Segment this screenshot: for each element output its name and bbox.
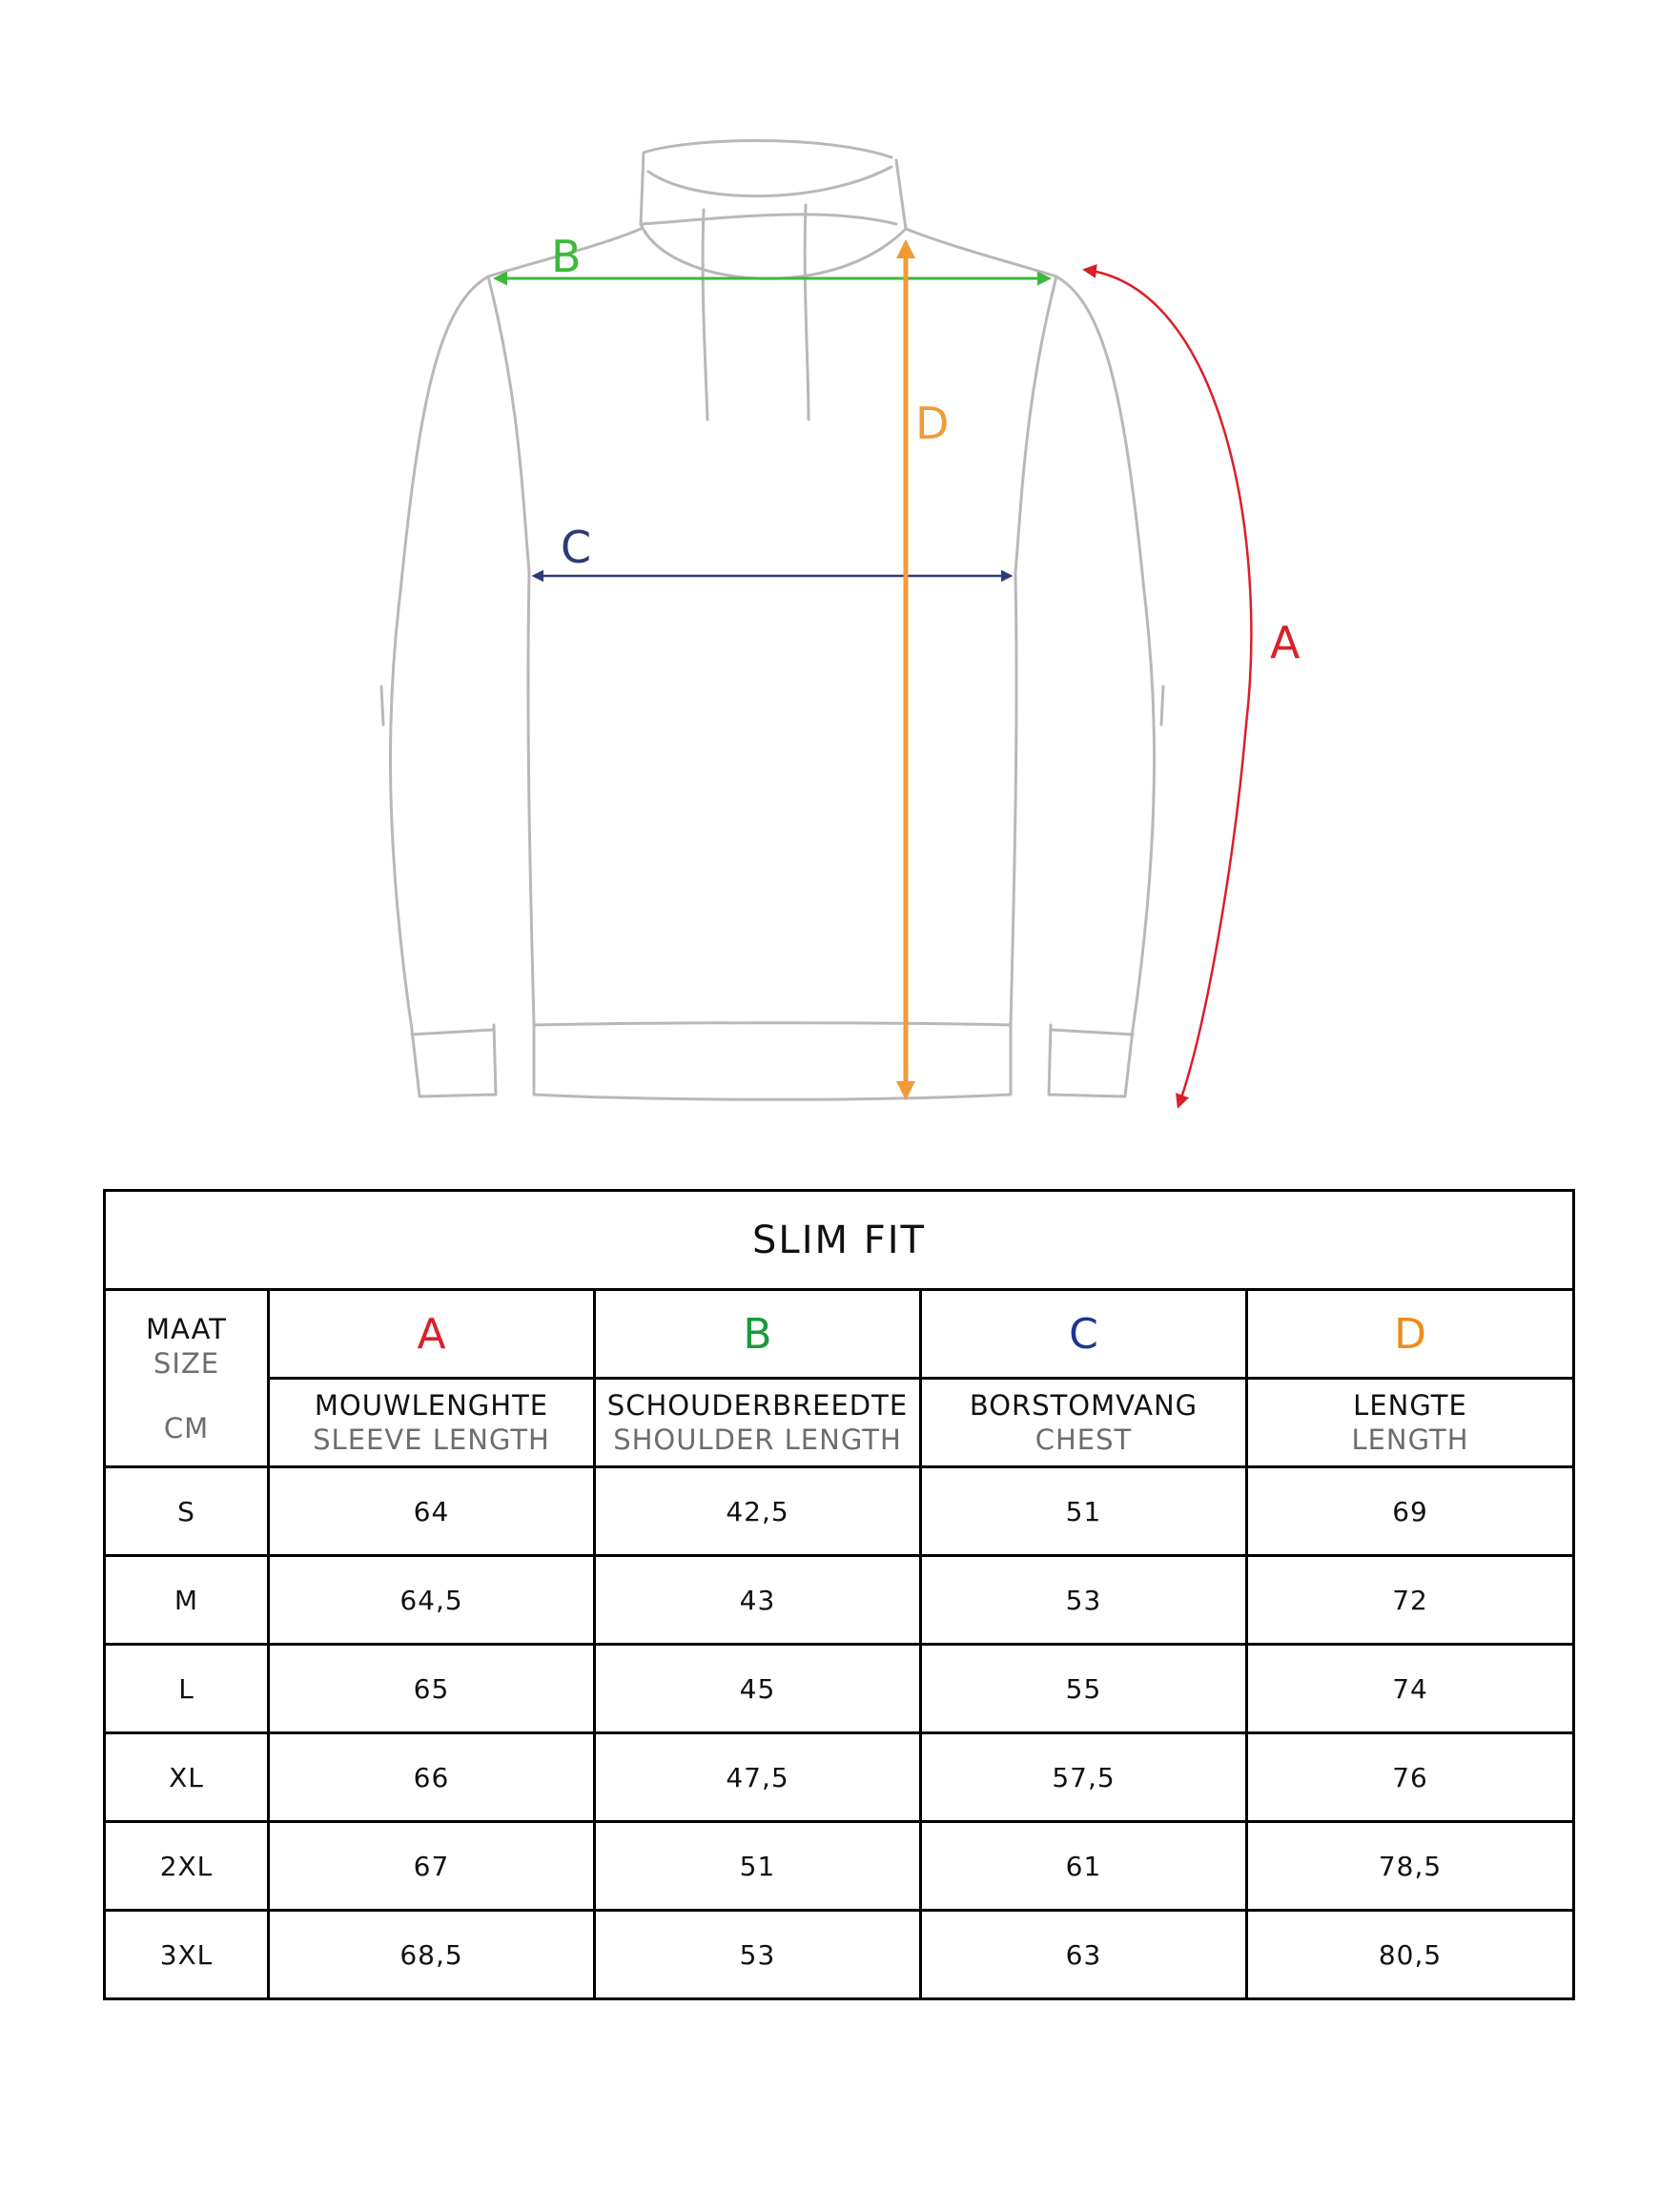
column-label-b xyxy=(595,1379,921,1467)
value-cell-a: 64 xyxy=(269,1467,595,1556)
value-cell-d: 78,5 xyxy=(1247,1822,1574,1911)
table-letter-row xyxy=(105,1290,1574,1379)
size-cell: 2XL xyxy=(105,1822,269,1911)
column-label-en: CHEST xyxy=(1034,1423,1133,1456)
size-cell: L xyxy=(105,1645,269,1733)
value-cell-c: 57,5 xyxy=(921,1733,1247,1822)
column-label-nl: LENGTE xyxy=(1353,1389,1467,1422)
table-row xyxy=(105,1467,1574,1556)
column-label-en: LENGTH xyxy=(1351,1423,1469,1456)
value-cell-a: 64,5 xyxy=(269,1556,595,1645)
value-cell-d: 69 xyxy=(1247,1467,1574,1556)
column-letter-c: C xyxy=(921,1290,1247,1379)
value-cell-b: 53 xyxy=(595,1911,921,1999)
table-row xyxy=(105,1822,1574,1911)
diagram-label-a: A xyxy=(1270,617,1301,668)
table-row xyxy=(105,1556,1574,1645)
value-cell-d: 76 xyxy=(1247,1733,1574,1822)
value-cell-b: 51 xyxy=(595,1822,921,1911)
value-cell-b: 42,5 xyxy=(595,1467,921,1556)
size-header-en: SIZE xyxy=(153,1346,220,1380)
column-label-nl: BORSTOMVANG xyxy=(969,1389,1198,1422)
value-cell-a: 66 xyxy=(269,1733,595,1822)
column-letter-b: B xyxy=(595,1290,921,1379)
column-label-c xyxy=(921,1379,1247,1467)
value-cell-b: 47,5 xyxy=(595,1733,921,1822)
value-cell-c: 61 xyxy=(921,1822,1247,1911)
size-cell: XL xyxy=(105,1733,269,1822)
value-cell-c: 51 xyxy=(921,1467,1247,1556)
size-cell: M xyxy=(105,1556,269,1645)
value-cell-a: 67 xyxy=(269,1822,595,1911)
column-label-nl: SCHOUDERBREEDTE xyxy=(606,1389,909,1422)
column-label-d xyxy=(1247,1379,1574,1467)
diagram-label-b: B xyxy=(551,231,582,282)
size-cell: 3XL xyxy=(105,1911,269,1999)
table-label-row xyxy=(105,1379,1574,1467)
diagram-label-d: D xyxy=(915,398,950,449)
column-label-nl: MOUWLENGHTE xyxy=(314,1389,549,1422)
value-cell-d: 80,5 xyxy=(1247,1911,1574,1999)
table-row xyxy=(105,1911,1574,1999)
value-cell-b: 45 xyxy=(595,1645,921,1733)
size-header-cell xyxy=(105,1290,269,1467)
size-table xyxy=(103,1189,1575,2000)
sweater-outline xyxy=(381,141,1163,1100)
value-cell-c: 55 xyxy=(921,1645,1247,1733)
column-letter-d: D xyxy=(1247,1290,1574,1379)
table-title: SLIM FIT xyxy=(105,1191,1574,1290)
value-cell-a: 65 xyxy=(269,1645,595,1733)
table-title-row xyxy=(105,1191,1574,1290)
column-label-a xyxy=(269,1379,595,1467)
size-header-nl: MAAT xyxy=(146,1312,227,1345)
value-cell-d: 72 xyxy=(1247,1556,1574,1645)
value-cell-a: 68,5 xyxy=(269,1911,595,1999)
diagram-label-c: C xyxy=(561,522,592,573)
column-letter-a: A xyxy=(269,1290,595,1379)
value-cell-b: 43 xyxy=(595,1556,921,1645)
table-row xyxy=(105,1733,1574,1822)
column-label-en: SLEEVE LENGTH xyxy=(313,1423,550,1456)
size-cell: S xyxy=(105,1467,269,1556)
table-row xyxy=(105,1645,1574,1733)
column-label-en: SHOULDER LENGTH xyxy=(613,1423,902,1456)
value-cell-c: 63 xyxy=(921,1911,1247,1999)
value-cell-d: 74 xyxy=(1247,1645,1574,1733)
sleeve-measure-arrow xyxy=(1085,270,1251,1106)
value-cell-c: 53 xyxy=(921,1556,1247,1645)
size-header-unit: CM xyxy=(163,1411,210,1444)
